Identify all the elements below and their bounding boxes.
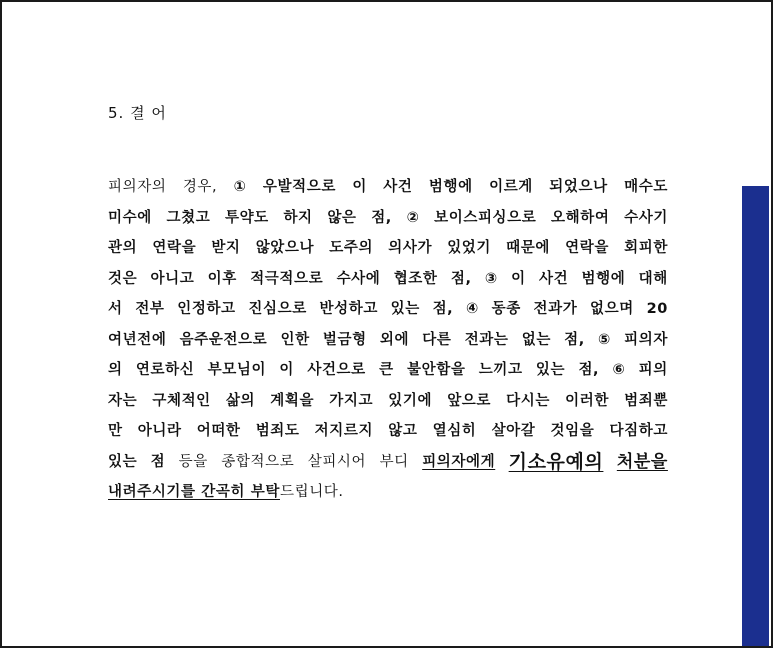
word: 연락을 [565, 240, 609, 256]
word: 살피시어 [307, 453, 367, 470]
text-line [108, 172, 668, 203]
word: 다른 [422, 331, 452, 348]
word: 20 [646, 301, 668, 317]
side-color-bar [742, 186, 769, 648]
word: 처분을 [616, 451, 668, 472]
word: 이르게 [489, 179, 533, 195]
word: 서 [108, 301, 123, 317]
word: 이 [279, 362, 295, 378]
conclusion-paragraph [108, 172, 668, 508]
text-line [108, 203, 668, 234]
word: 내려주시기를 간곡히 부탁 [108, 484, 280, 500]
word: 점, [432, 301, 454, 317]
word: 여년전에 [108, 331, 167, 348]
word: 사건 [539, 270, 569, 287]
word: 점, [450, 270, 472, 287]
word: 범죄도 [255, 423, 300, 439]
section-heading: 5. 결 어 [108, 104, 167, 122]
word: 것임을 [550, 423, 595, 439]
word: 협조한 [393, 270, 438, 287]
word: 없으며 [590, 301, 634, 317]
word: 도주의 [329, 240, 374, 256]
word: 등을 [178, 453, 208, 470]
word: 삶의 [225, 392, 256, 409]
text-line [108, 447, 668, 478]
word: 큰 [379, 362, 394, 378]
word: 동종 [491, 301, 521, 317]
word: 피의자 [624, 331, 668, 348]
word: 기소유예의 [508, 450, 604, 473]
word: 있는 [108, 453, 138, 470]
word: 않은 [327, 209, 357, 226]
word: 우발적으로 [262, 179, 336, 195]
word: 보이스피싱으로 [434, 209, 537, 226]
word: 점, [578, 362, 600, 378]
word: 미수에 [108, 209, 152, 226]
word: 아니고 [150, 270, 195, 287]
word: 있기에 [388, 392, 433, 409]
word: 부모님이 [207, 362, 267, 378]
word: 경우, [182, 179, 218, 195]
word: 때문에 [506, 240, 550, 256]
word: 않고 [388, 423, 418, 439]
word: ⑥ [612, 362, 626, 378]
word: 사건으로 [307, 362, 366, 378]
word: 있는 [390, 301, 420, 317]
text-line [108, 386, 668, 417]
word: 느끼고 [478, 362, 523, 378]
word: 투약도 [224, 209, 269, 226]
word: 가지고 [329, 392, 374, 409]
word: 사건 [383, 179, 413, 195]
word: 피의자의 [108, 179, 167, 195]
word: ① [233, 179, 247, 195]
word: 벌금형 [322, 331, 367, 348]
word: 매수도 [624, 179, 668, 195]
word: 점, [564, 331, 585, 348]
word: 없는 [521, 331, 551, 348]
word: 하지 [283, 209, 313, 226]
word: ⑤ [598, 331, 611, 348]
text-line [108, 355, 668, 386]
word: 의 [108, 362, 123, 378]
word: 관의 [108, 240, 138, 256]
word: 범죄뿐 [624, 392, 668, 409]
word: 이 [511, 270, 526, 287]
word: 않았으나 [255, 240, 315, 256]
word: 되었으나 [549, 179, 608, 195]
word: 부디 [379, 453, 409, 470]
text-line [108, 264, 668, 295]
word: 것은 [108, 270, 138, 287]
word: 피의자에게 [422, 453, 496, 470]
text-line [108, 325, 668, 356]
word: ④ [466, 301, 479, 317]
word: 살아갈 [491, 423, 536, 439]
word: 다짐하고 [609, 423, 668, 439]
word: 자는 [108, 392, 138, 409]
word: ③ [484, 270, 498, 287]
word: 이러한 [565, 392, 609, 409]
word: 범행에 [581, 270, 626, 287]
word: 어떠한 [196, 423, 241, 439]
word: 있었기 [447, 240, 492, 256]
word: 불안함을 [407, 362, 466, 378]
word: 다시는 [506, 392, 550, 409]
word: ② [406, 209, 420, 226]
word: 대해 [638, 270, 668, 287]
word: 구체적인 [152, 392, 211, 409]
word: 연로하신 [135, 362, 195, 378]
word: 저지르지 [314, 423, 374, 439]
word: 계획을 [270, 392, 315, 409]
word: 받지 [211, 240, 241, 256]
word: 적극적으로 [250, 270, 324, 287]
word: 의사가 [388, 240, 433, 256]
word: 아니라 [137, 423, 182, 439]
word: 오해하여 [551, 209, 610, 226]
word: 외에 [379, 331, 410, 348]
word: 인한 [280, 331, 310, 348]
word: 인정하고 [177, 301, 236, 317]
word: 전과는 [464, 331, 509, 348]
text-line [108, 233, 668, 264]
word: 종합적으로 [221, 453, 295, 470]
word: 전부 [135, 301, 165, 317]
text-line [108, 294, 668, 325]
word: 수사에 [336, 270, 381, 287]
word: 수사기 [624, 209, 668, 226]
word: 있는 [535, 362, 566, 378]
word: 이후 [207, 270, 237, 287]
word: 열심히 [432, 423, 477, 439]
word: 반성하고 [319, 301, 378, 317]
word: 이 [352, 179, 367, 195]
word: 그쳤고 [166, 209, 211, 226]
word: 회피한 [624, 240, 668, 256]
word: 범행에 [428, 179, 473, 195]
text-line [108, 416, 668, 447]
word: 앞으로 [447, 392, 492, 409]
word: 피의 [638, 362, 668, 378]
text-line [108, 477, 668, 508]
word: 점, [371, 209, 392, 226]
word: 진심으로 [248, 301, 307, 317]
word: 음주운전으로 [179, 331, 268, 348]
word: 전과가 [533, 301, 578, 317]
word: 점 [150, 453, 166, 470]
word: 연락을 [152, 240, 197, 256]
word: 드립니다. [279, 484, 344, 500]
word: 만 [108, 423, 123, 439]
